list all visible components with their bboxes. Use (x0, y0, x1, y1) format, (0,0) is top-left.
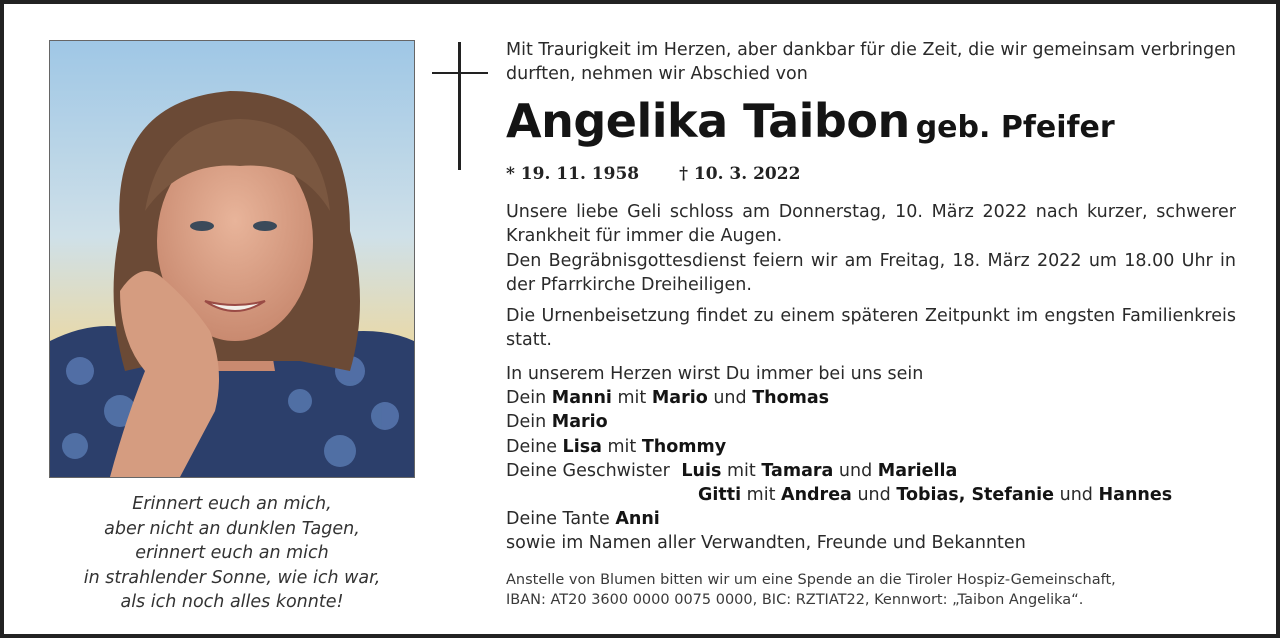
word: mit (746, 485, 776, 506)
death-notice-paragraph: Unsere liebe Geli schloss am Donnerstag, 10. März 2022 nach kurzer, schwerer Krankheit für immer die Augen. (506, 202, 1236, 246)
quote-line: aber nicht an dunklen Tagen, (104, 518, 360, 539)
family-name: Hannes (1098, 485, 1173, 506)
family-row (506, 410, 1236, 434)
donation-line: Anstelle von Blumen bitten wir um eine Spende an die Tiroler Hospiz-Gemeinschaft, (506, 572, 1116, 588)
family-list (506, 362, 1236, 556)
death-date: † 10. 3. 2022 (679, 164, 801, 184)
family-name: Mario (651, 388, 708, 409)
family-name: Gitti (698, 485, 742, 506)
family-row (506, 435, 1236, 459)
family-closing: sowie im Namen aller Verwandten, Freunde und Bekannten (506, 533, 1026, 554)
family-intro: In unserem Herzen wirst Du immer bei uns sein (506, 364, 924, 384)
funeral-mass-paragraph: Den Begräbnisgottesdienst feiern wir am Freitag, 18. März 2022 um 18.00 Uhr in der Pfarrkirche Dreiheiligen. (506, 251, 1236, 295)
family-name: Thomas (752, 388, 830, 409)
family-name: Manni (551, 388, 612, 409)
birth-date: * 19. 11. 1958 (506, 164, 640, 184)
donation-bank-details: IBAN: AT20 3600 0000 0075 0000, BIC: RZTIAT22, Kennwort: „Taibon Angelika“. (506, 592, 1084, 608)
word: Deine Tante (506, 509, 610, 530)
family-name: Lisa (562, 436, 602, 457)
family-name: Tamara (761, 460, 834, 481)
word: mit (607, 436, 637, 457)
word: und (1059, 485, 1093, 506)
cross-icon (432, 42, 488, 170)
word: Deine Geschwister (506, 460, 670, 481)
family-row (506, 507, 1236, 531)
family-name: Andrea (781, 485, 852, 506)
full-name: Angelika Taibon (506, 94, 910, 148)
family-name: Luis (681, 460, 722, 481)
family-name: Tobias, Stefanie (896, 485, 1055, 506)
family-name: Mariella (877, 460, 958, 481)
word: und (838, 460, 873, 481)
family-row (506, 459, 1236, 483)
quote-line: Erinnert euch an mich, (132, 494, 332, 514)
quote-line: in strahlender Sonne, wie ich war, (83, 567, 381, 588)
word: Deine (506, 436, 557, 457)
donation-note (506, 570, 1236, 610)
quote-line: als ich noch alles konnte! (120, 592, 344, 612)
word: mit (727, 460, 756, 481)
portrait-illustration (50, 41, 414, 477)
word: mit (617, 388, 647, 409)
family-name: Mario (551, 412, 608, 433)
urn-burial-paragraph: Die Urnenbeisetzung findet zu einem späteren Zeitpunkt im engsten Familienkreis statt. (506, 306, 1236, 350)
word: und (857, 485, 891, 506)
lead-text: Mit Traurigkeit im Herzen, aber dankbar für die Zeit, die wir gemeinsam verbringen durften, nehmen wir Abschied von (506, 40, 1236, 84)
life-dates (506, 164, 1236, 184)
maiden-name: geb. Pfeifer (915, 110, 1115, 145)
quote-line: erinnert euch an mich (135, 543, 329, 563)
word: und (713, 388, 747, 409)
family-row (506, 386, 1236, 410)
deceased-name (506, 94, 1236, 148)
portrait-photo (49, 40, 415, 478)
word: Dein (506, 388, 547, 409)
word: Dein (506, 412, 547, 433)
family-row (698, 483, 1236, 507)
memorial-quote (44, 492, 420, 615)
family-name: Thommy (641, 436, 727, 457)
family-name: Anni (615, 509, 660, 530)
